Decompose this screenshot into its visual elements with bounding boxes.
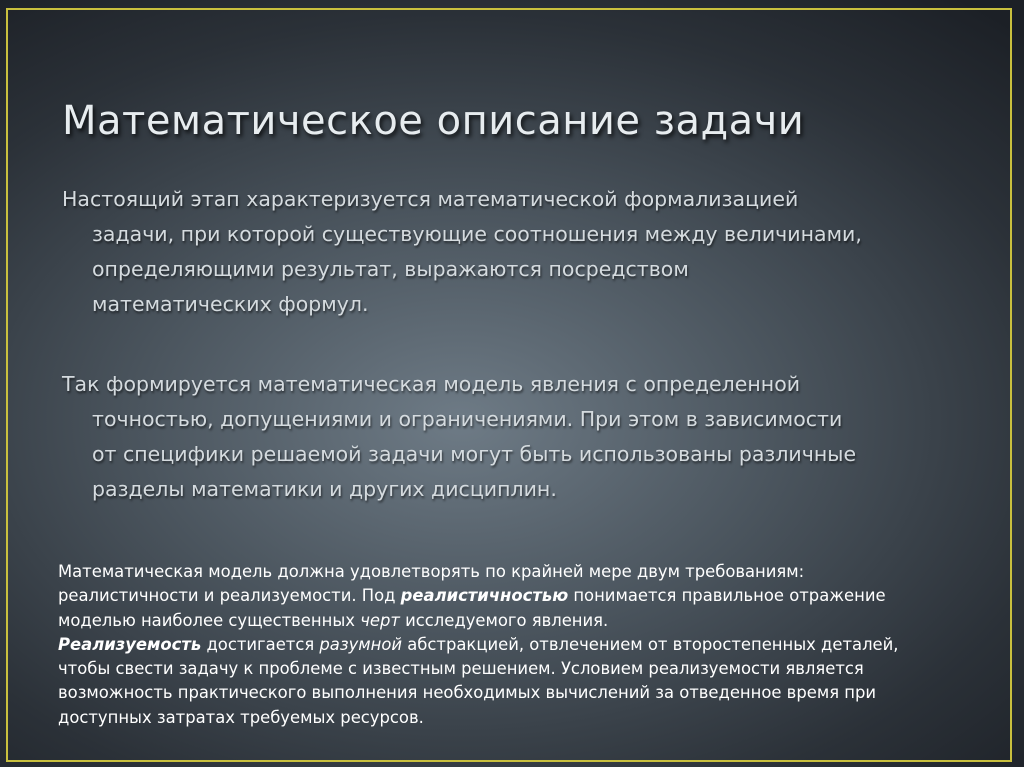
note-text: исследуемого явления. (399, 610, 609, 630)
paragraph-line: точностью, допущениями и ограничениями. При этом в зависимости (92, 407, 843, 431)
note-line (58, 584, 988, 608)
term-features: черт (360, 610, 400, 630)
note-line: возможность практического выполнения необходимых вычислений за отведенное время при (58, 683, 877, 703)
term-feasibility: Реализуемость (58, 634, 202, 654)
paragraph-line: Так формируется математическая модель явления с определенной (62, 372, 801, 396)
paragraph-line: Настоящий этап характеризуется математической формализацией (62, 187, 799, 211)
note-line: чтобы свести задачу к проблеме с известным решением. Условием реализуемости является (58, 659, 864, 679)
note-text: абстракцией, отвлечением от второстепенных деталей, (402, 634, 899, 654)
term-realism: реалистичностью (400, 586, 569, 606)
note-line (58, 609, 988, 633)
note-line: Математическая модель должна удовлетворять по крайней мере двум требованиям: (58, 562, 805, 581)
paragraph-stage-description (62, 182, 962, 322)
note-text: реалистичности и реализуемости. Под (58, 586, 401, 606)
paragraph-model-formation (62, 367, 962, 507)
paragraph-line: математических формул. (92, 292, 369, 316)
requirements-note (58, 560, 988, 730)
paragraph-line: от специфики решаемой задачи могут быть использованы различные (92, 442, 857, 466)
paragraph-line: определяющими результат, выражаются посредством (92, 257, 689, 281)
note-line (58, 633, 988, 657)
note-text: достигается (201, 634, 320, 654)
slide-title: Математическое описание задачи (62, 98, 805, 144)
note-line: доступных затратах требуемых ресурсов. (58, 707, 424, 727)
term-reasonable: разумной (319, 634, 403, 654)
note-text: моделью наиболее существенных (58, 610, 361, 630)
note-text: понимается правильное отражение (568, 586, 886, 606)
paragraph-line: разделы математики и других дисциплин. (92, 477, 557, 501)
paragraph-line: задачи, при которой существующие соотношения между величинами, (92, 222, 862, 246)
